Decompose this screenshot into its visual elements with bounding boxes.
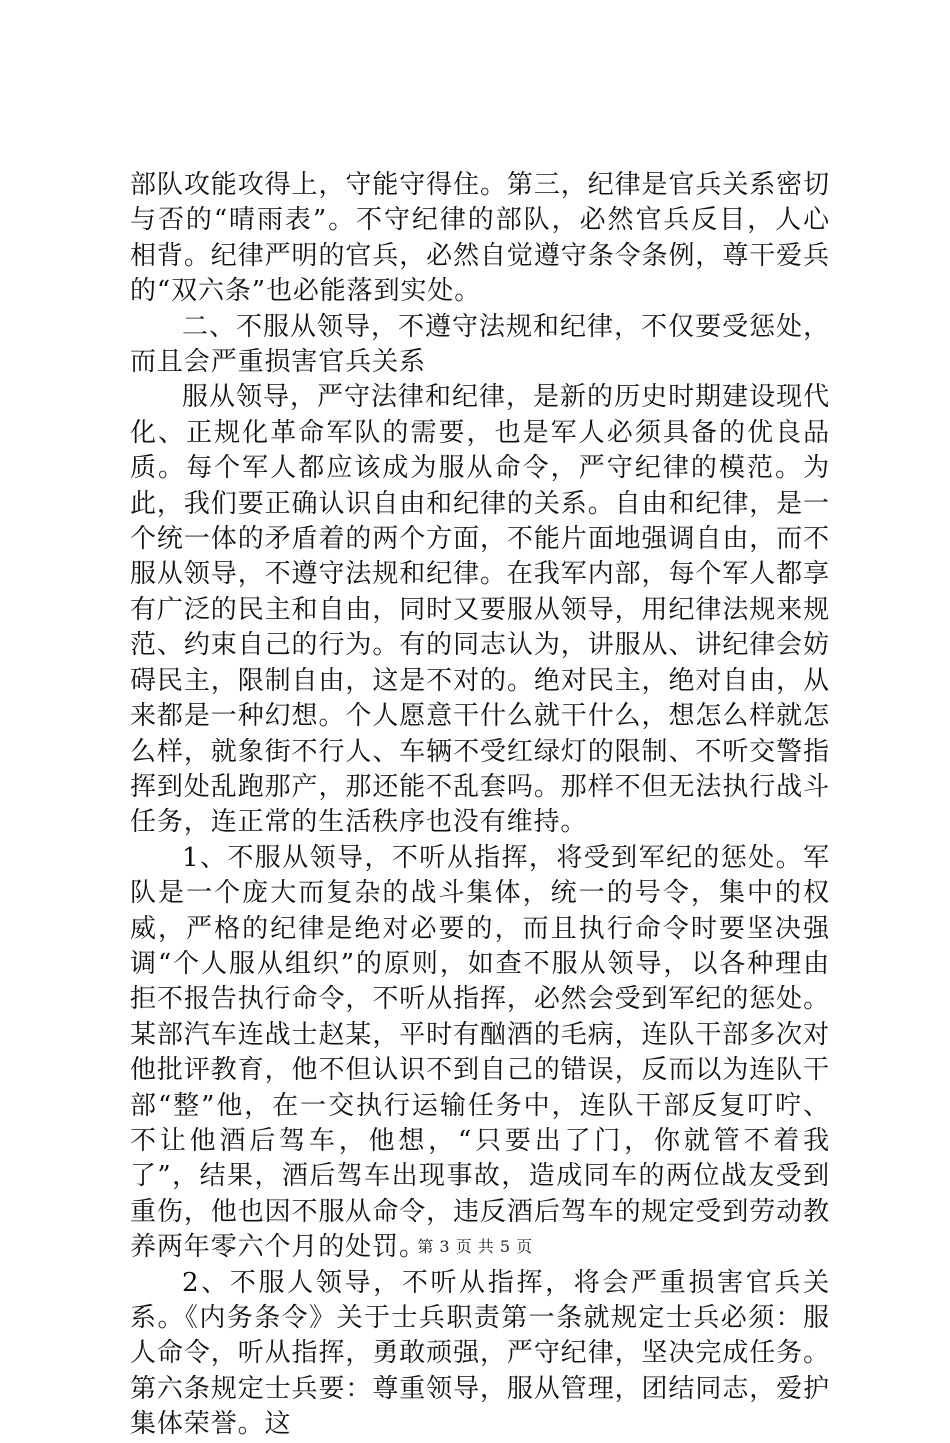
- paragraph-point-two: 2、不服人领导，不听从指挥，将会严重损害官兵关系。《内务条令》关于士兵职责第一条就规定士兵必须：服人命令，听从指挥，勇敢顽强，严守纪律，坚决完成任务。第六条规定士兵要：尊重领导，服从管理，团结同志，爱护集体荣誉。这: [130, 1267, 830, 1440]
- page-number-footer: 第 3 页 共 5 页: [417, 1237, 533, 1256]
- paragraph-point-one: 1、不服从领导，不听从指挥，将受到军纪的惩处。军队是一个庞大而复杂的战斗集体，统一的号令，集中的权威，严格的纪律是绝对必要的，而且执行命令时要坚决强调“个人服从组织”的原则，如查不服从领导，以各种理由拒不报告执行命令，不听从指挥，必然会受到军纪的惩处。某部汽车连战士赵某，平时有酗酒的毛病，连队干部多次对他批评教育，他不但认识不到自己的错误，反而以为连队干部“整”他，在一交执行运输任务中，连队干部反复叮咛、不让他酒后驾车，他想，“只要出了门，你就管不着我了”，结果，酒后驾车出现事故，造成同车的两位战友受到重伤，他也因不服从命令，违反酒后驾车的规定受到劳动教养两年零六个月的处罚。: [130, 842, 830, 1263]
- section-heading-two: 二、不服从领导，不遵守法规和纪律，不仅要受惩处，而且会严重损害官兵关系: [130, 311, 830, 378]
- paragraph-continuation: 部队攻能攻得上，守能守得住。第三，纪律是官兵关系密切与否的“晴雨表”。不守纪律的部队，必然官兵反目，人心相背。纪律严明的官兵，必然自觉遵守条令条例，尊干爱兵的“双六条”也必能落到实处。: [130, 170, 830, 307]
- paragraph-obedience: 服从领导，严守法律和纪律，是新的历史时期建设现代化、正规化革命军队的需要，也是军人必须具备的优良品质。每个军人都应该成为服从命令，严守纪律的模范。为此，我们要正确认识自由和纪律的关系。自由和纪律，是一个统一体的矛盾着的两个方面，不能片面地强调自由，而不服从领导，不遵守法规和纪律。在我军内部，每个军人都享有广泛的民主和自由，同时又要服从领导，用纪律法规来规范、约束自己的行为。有的同志认为，讲服从、讲纪律会妨碍民主，限制自由，这是不对的。绝对民主，绝对自由，从来都是一种幻想。个人愿意干什么就干什么，想怎么样就怎么样，就象街不行人、车辆不受红绿灯的限制、不听交警指挥到处乱跑那产，那还能不乱套吗。那样不但无法执行战斗任务，连正常的生活秩序也没有维持。: [130, 382, 830, 838]
